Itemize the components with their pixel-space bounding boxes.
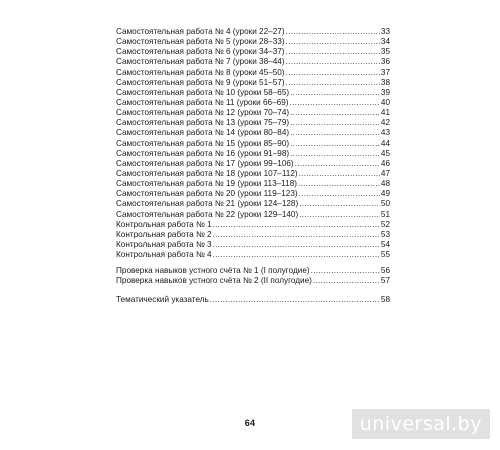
toc-entry-title: Самостоятельная работа № 20 (уроки 119–123) xyxy=(116,189,298,199)
toc-entry-title: Самостоятельная работа № 7 (уроки 38–44) xyxy=(116,57,285,67)
toc-entry xyxy=(116,250,390,260)
toc-entry-page: 56 xyxy=(380,266,390,276)
toc-entry-title: Контрольная работа № 2 xyxy=(116,229,212,239)
dot-leader xyxy=(299,210,380,220)
toc-entry xyxy=(116,118,390,128)
table-of-contents xyxy=(116,27,390,305)
dot-leader xyxy=(286,68,380,78)
dot-leader xyxy=(299,199,380,209)
dot-leader xyxy=(299,189,380,199)
toc-entry-title: Самостоятельная работа № 14 (уроки 80–84) xyxy=(116,128,290,138)
toc-entry xyxy=(116,210,390,220)
toc-entry-title: Самостоятельная работа № 12 (уроки 70–74) xyxy=(116,108,290,118)
toc-entry xyxy=(116,230,390,240)
dot-leader xyxy=(210,295,380,305)
toc-entry xyxy=(116,68,390,78)
toc-entry-title: Самостоятельная работа № 15 (уроки 85–90) xyxy=(116,138,290,148)
dot-leader xyxy=(295,159,380,169)
toc-entry-page: 45 xyxy=(380,148,390,158)
toc-entry-title: Самостоятельная работа № 11 (уроки 66–69) xyxy=(116,97,289,107)
toc-entry-title: Самостоятельная работа № 13 (уроки 75–79) xyxy=(116,118,290,128)
dot-leader xyxy=(213,220,380,230)
dot-leader xyxy=(286,37,380,47)
toc-entry-page: 40 xyxy=(380,97,390,107)
toc-entry-title: Самостоятельная работа № 6 (уроки 34–37) xyxy=(116,47,285,57)
dot-leader xyxy=(290,149,380,159)
toc-entry-page: 50 xyxy=(380,199,390,209)
toc-entry-title: Самостоятельная работа № 17 (уроки 99–106) xyxy=(116,158,294,168)
toc-entry-page: 41 xyxy=(380,108,390,118)
toc-entry-page: 53 xyxy=(380,229,390,239)
toc-entry xyxy=(116,78,390,88)
toc-entry-page: 34 xyxy=(380,37,390,47)
dot-leader xyxy=(286,47,380,57)
toc-entry-page: 57 xyxy=(380,276,390,286)
toc-group-index xyxy=(116,295,390,305)
dot-leader xyxy=(290,108,380,118)
watermark-logo: universal.by xyxy=(352,409,490,439)
toc-entry-page: 58 xyxy=(380,294,390,304)
toc-entry xyxy=(116,266,390,276)
toc-entry xyxy=(116,189,390,199)
dot-leader xyxy=(298,179,380,189)
toc-entry xyxy=(116,47,390,57)
toc-entry-title: Тематический указатель xyxy=(116,294,209,304)
toc-entry-title: Контрольная работа № 3 xyxy=(116,239,212,249)
toc-entry xyxy=(116,220,390,230)
dot-leader xyxy=(290,98,380,108)
toc-entry-title: Контрольная работа № 4 xyxy=(116,250,212,260)
dot-leader xyxy=(290,139,380,149)
toc-entry-page: 46 xyxy=(380,158,390,168)
dot-leader xyxy=(290,128,380,138)
toc-entry-page: 36 xyxy=(380,57,390,67)
dot-leader xyxy=(286,27,380,37)
toc-entry-page: 51 xyxy=(380,209,390,219)
toc-entry-page: 39 xyxy=(380,87,390,97)
toc-entry xyxy=(116,27,390,37)
toc-spacer xyxy=(116,287,390,295)
toc-entry xyxy=(116,128,390,138)
toc-entry-title: Проверка навыков устного счёта № 2 (II полугодие) xyxy=(116,276,312,286)
dot-leader xyxy=(213,250,380,260)
toc-entry-page: 38 xyxy=(380,77,390,87)
dot-leader xyxy=(290,118,380,128)
dot-leader xyxy=(290,88,380,98)
toc-entry-title: Самостоятельная работа № 22 (уроки 129–140) xyxy=(116,209,299,219)
toc-entry-page: 52 xyxy=(380,219,390,229)
toc-entry-title: Контрольная работа № 1 xyxy=(116,219,212,229)
toc-entry-title: Самостоятельная работа № 21 (уроки 124–128) xyxy=(116,199,299,209)
toc-entry-title: Самостоятельная работа № 4 (уроки 22–27) xyxy=(116,27,285,36)
toc-entry xyxy=(116,199,390,209)
dot-leader xyxy=(213,240,380,250)
toc-entry-title: Самостоятельная работа № 8 (уроки 45–50) xyxy=(116,67,285,77)
toc-entry-page: 44 xyxy=(380,138,390,148)
dot-leader xyxy=(313,276,380,286)
toc-entry-page: 54 xyxy=(380,239,390,249)
toc-entry-page: 49 xyxy=(380,189,390,199)
toc-entry xyxy=(116,240,390,250)
toc-entry-title: Самостоятельная работа № 18 (уроки 107–112) xyxy=(116,168,298,178)
toc-entry-page: 47 xyxy=(380,168,390,178)
dot-leader xyxy=(286,57,380,67)
toc-entry xyxy=(116,179,390,189)
toc-entry xyxy=(116,139,390,149)
toc-group-works xyxy=(116,27,390,260)
toc-entry-title: Самостоятельная работа № 10 (уроки 58–65) xyxy=(116,87,290,97)
dot-leader xyxy=(213,230,380,240)
toc-entry-page: 48 xyxy=(380,179,390,189)
toc-entry xyxy=(116,88,390,98)
toc-entry xyxy=(116,159,390,169)
toc-entry-page: 37 xyxy=(380,67,390,77)
toc-entry xyxy=(116,276,390,286)
toc-entry-title: Самостоятельная работа № 5 (уроки 28–33) xyxy=(116,37,285,47)
toc-entry xyxy=(116,37,390,47)
toc-group-oral-counting xyxy=(116,266,390,286)
toc-entry-page: 43 xyxy=(380,128,390,138)
toc-entry-page: 35 xyxy=(380,47,390,57)
toc-entry xyxy=(116,108,390,118)
dot-leader xyxy=(286,78,380,88)
toc-entry xyxy=(116,57,390,67)
dot-leader xyxy=(311,266,380,276)
page-number: 64 xyxy=(244,418,256,428)
toc-entry-title: Проверка навыков устного счёта № 1 (I полугодие) xyxy=(116,266,310,276)
toc-entry-page: 42 xyxy=(380,118,390,128)
toc-entry xyxy=(116,149,390,159)
toc-entry xyxy=(116,295,390,305)
toc-entry-title: Самостоятельная работа № 19 (уроки 113–118) xyxy=(116,179,297,189)
toc-entry-page: 55 xyxy=(380,250,390,260)
toc-entry-title: Самостоятельная работа № 9 (уроки 51–57) xyxy=(116,77,285,87)
toc-entry-page: 33 xyxy=(380,27,390,36)
toc-entry xyxy=(116,98,390,108)
toc-entry-title: Самостоятельная работа № 16 (уроки 91–98) xyxy=(116,148,290,158)
dot-leader xyxy=(299,169,380,179)
toc-entry xyxy=(116,169,390,179)
